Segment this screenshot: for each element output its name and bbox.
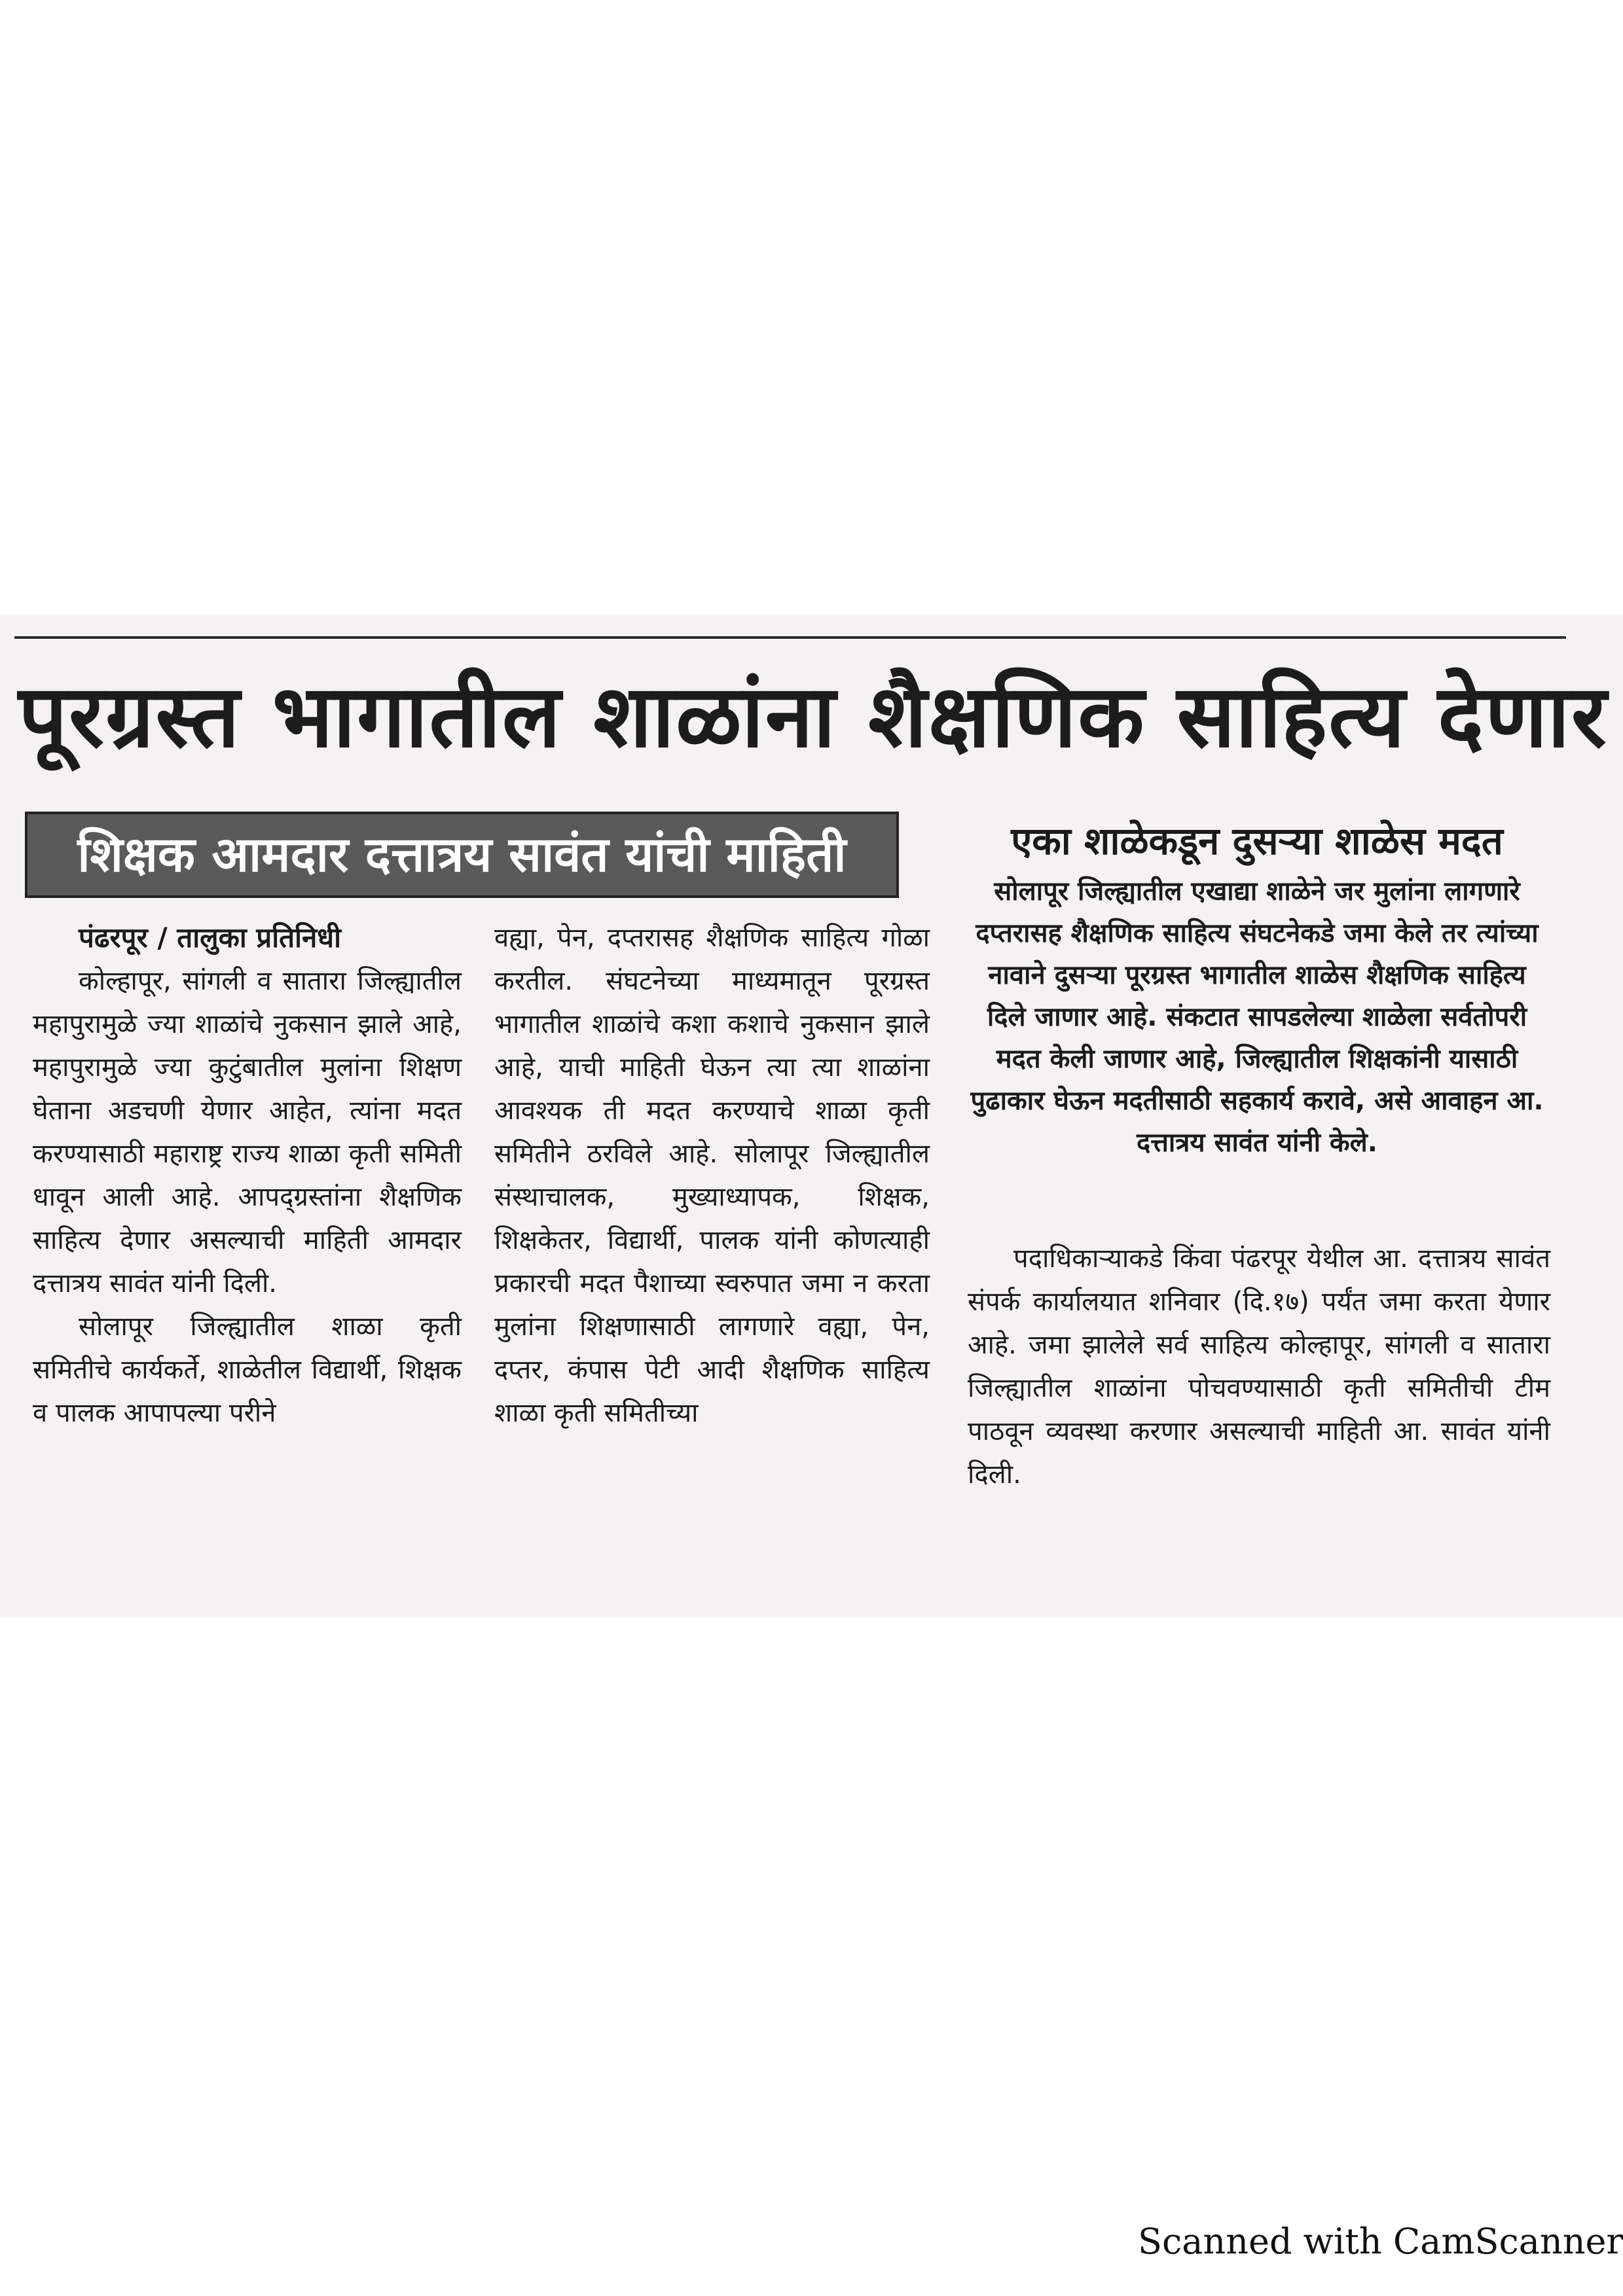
scanner-watermark: Scanned with CamScanner	[1138, 2221, 1623, 2262]
column-1-paragraph-2: सोलापूर जिल्ह्यातील शाळा कृती समितीचे कार्यकर्ते, शाळेतील विद्यार्थी, शिक्षक व पालक आपापल्या परीने	[33, 1312, 462, 1428]
subheadline-text: शिक्षक आमदार दत्तात्रय सावंत यांची माहिती	[77, 827, 847, 883]
article-column-1	[33, 916, 462, 1435]
article-column-2	[494, 916, 930, 1435]
column-2-paragraph: वह्या, पेन, दप्तरासह शैक्षणिक साहित्य गोळा करतील. संघटनेच्या माध्यमातून पूरग्रस्त भागातील शाळांचे कशा कशाचे नुकसान झाले आहे, याची माहिती घेऊन त्या त्या शाळांना आवश्यक ती मदत करण्याचे शाळा कृती समितीने ठरविले आहे. सोलापूर जिल्ह्यातील संस्थाचालक, मुख्याध्यापक, शिक्षक, शिक्षकेतर, विद्यार्थी, पालक यांनी कोणत्याही प्रकारची मदत पैशाच्या स्वरुपात जमा न करता मुलांना शिक्षणासाठी लागणारे वह्या, पेन, दप्तर, कंपास पेटी आदी शैक्षणिक साहित्य शाळा कृती समितीच्या	[494, 923, 930, 1428]
column-1-paragraph-1: कोल्हापूर, सांगली व सातारा जिल्ह्यातील महापुरामुळे ज्या शाळांचे नुकसान झाले आहे, महापुरामुळे ज्या कुटुंबातील मुलांना शिक्षण घेताना अडचणी येणार आहेत, त्यांना मदत करण्यासाठी महाराष्ट्र राज्य शाळा कृती समिती धावून आली आहे. आपद्ग्रस्तांना शैक्षणिक साहित्य देणार असल्याची माहिती आमदार दत्तात्रय सावंत यांनी दिली.	[33, 966, 462, 1299]
column-3-paragraph: पदाधिकाऱ्याकडे किंवा पंढरपूर येथील आ. दत्तात्रय सावंत संपर्क कार्यालयात शनिवार (दि.१७) पर्यंत जमा करता येणार आहे. जमा झालेले सर्व साहित्य कोल्हापूर, सांगली व सातारा जिल्ह्यातील शाळांना पोचवण्यासाठी कृती समितीची टीम पाठवून व्यवस्था करणार असल्याची माहिती आ. सावंत यांनी दिली.	[968, 1244, 1550, 1490]
subheadline-banner	[25, 812, 899, 898]
top-rule-divider	[14, 636, 1566, 639]
article-column-3	[968, 1237, 1550, 1496]
sidebar-title: एका शाळेकडून दुसऱ्या शाळेस मदत	[1011, 819, 1503, 863]
sidebar-box	[969, 870, 1545, 1164]
byline: पंढरपूर / तालुका प्रतिनिधी	[79, 922, 341, 954]
article-headline: पूरग्रस्त भागातील शाळांना शैक्षणिक साहित्य देणार	[18, 666, 1608, 767]
sidebar-text: सोलापूर जिल्ह्यातील एखाद्या शाळेने जर मुलांना लागणारे दप्तरासह शैक्षणिक साहित्य संघटनेकडे जमा केले तर त्यांच्या नावाने दुसऱ्या पूरग्रस्त भागातील शाळेस शैक्षणिक साहित्य दिले जाणार आहे. संकटात सापडलेल्या शाळेला सर्वतोपरी मदत केली जाणार आहे, जिल्ह्यातील शिक्षकांनी यासाठी पुढाकार घेऊन मदतीसाठी सहकार्य करावे, असे आवाहन आ. दत्तात्रय सावंत यांनी केले.	[970, 876, 1544, 1158]
